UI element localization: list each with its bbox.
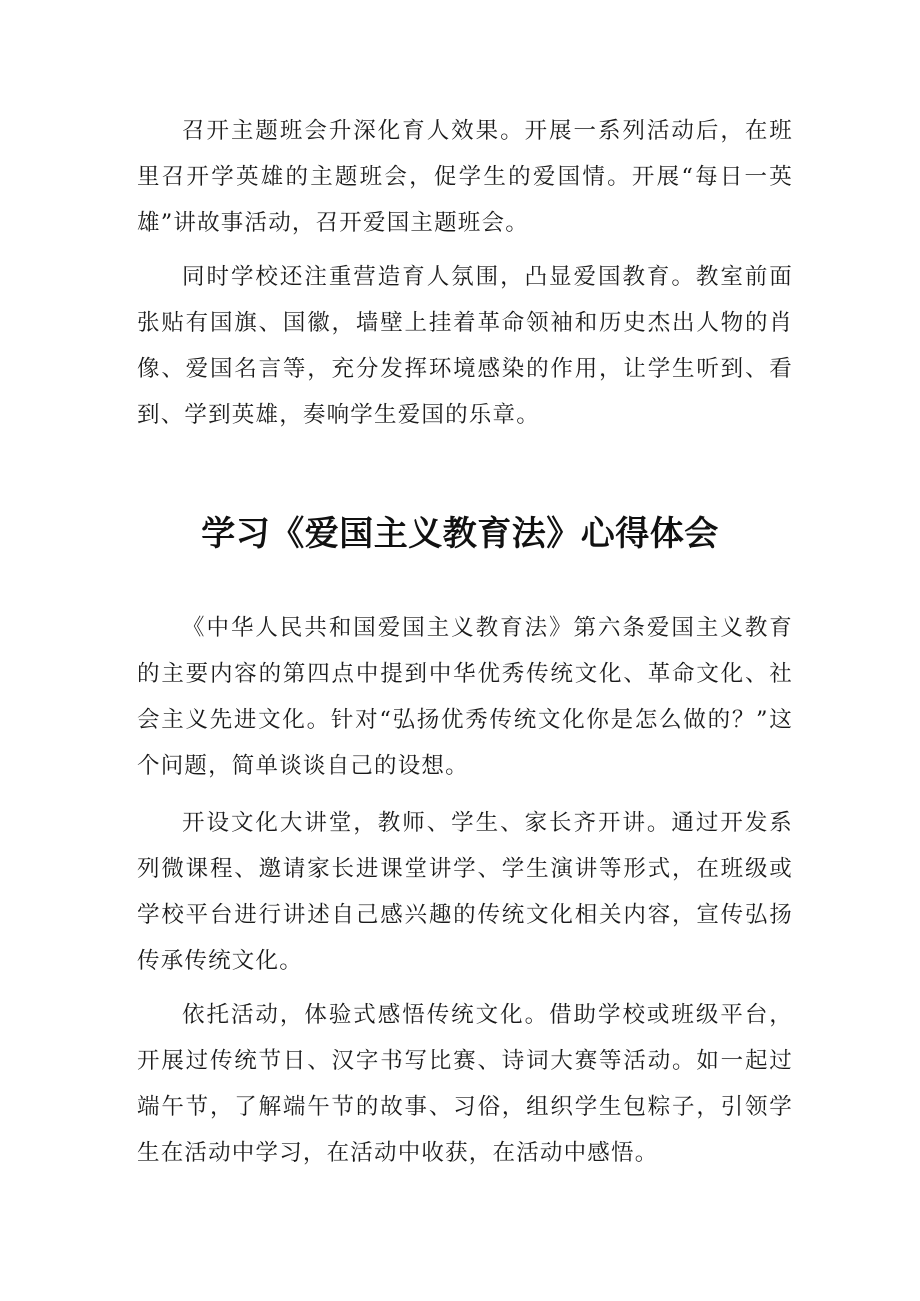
paragraph-class-meeting: 召开主题班会升深化育人效果。开展一系列活动后，在班里召开学英雄的主题班会，促学生的爱国情。开展“每日一英雄”讲故事活动，召开爱国主题班会。 [137, 118, 793, 236]
paragraph-activities: 依托活动，体验式感悟传统文化。借助学校或班级平台，开展过传统节日、汉字书写比赛、诗词大赛等活动。如一起过端午节，了解端午节的故事、习俗，组织学生包粽子，引领学生在活动中学习，在活动中收获，在活动中感悟。 [137, 1002, 793, 1166]
paragraph-school-atmosphere: 同时学校还注重营造育人氛围，凸显爱国教育。教室前面张贴有国旗、国徽，墙壁上挂着革命领袖和历史杰出人物的肖像、爱国名言等，充分发挥环境感染的作用，让学生听到、看到、学到英雄，奏响学生爱国的乐章。 [137, 264, 793, 428]
document-title: 学习《爱国主义教育法》心得体会 [201, 514, 719, 554]
paragraph-culture-lectures: 开设文化大讲堂，教师、学生、家长齐开讲。通过开发系列微课程、邀请家长进课堂讲学、学生演讲等形式，在班级或学校平台进行讲述自己感兴趣的传统文化相关内容，宣传弘扬传承传统文化。 [137, 810, 793, 974]
paragraph-law-intro: 《中华人民共和国爱国主义教育法》第六条爱国主义教育的主要内容的第四点中提到中华优秀传统文化、革命文化、社会主义先进文化。针对“弘扬优秀传统文化你是怎么做的？”这个问题，简单谈谈自己的设想。 [137, 615, 793, 779]
